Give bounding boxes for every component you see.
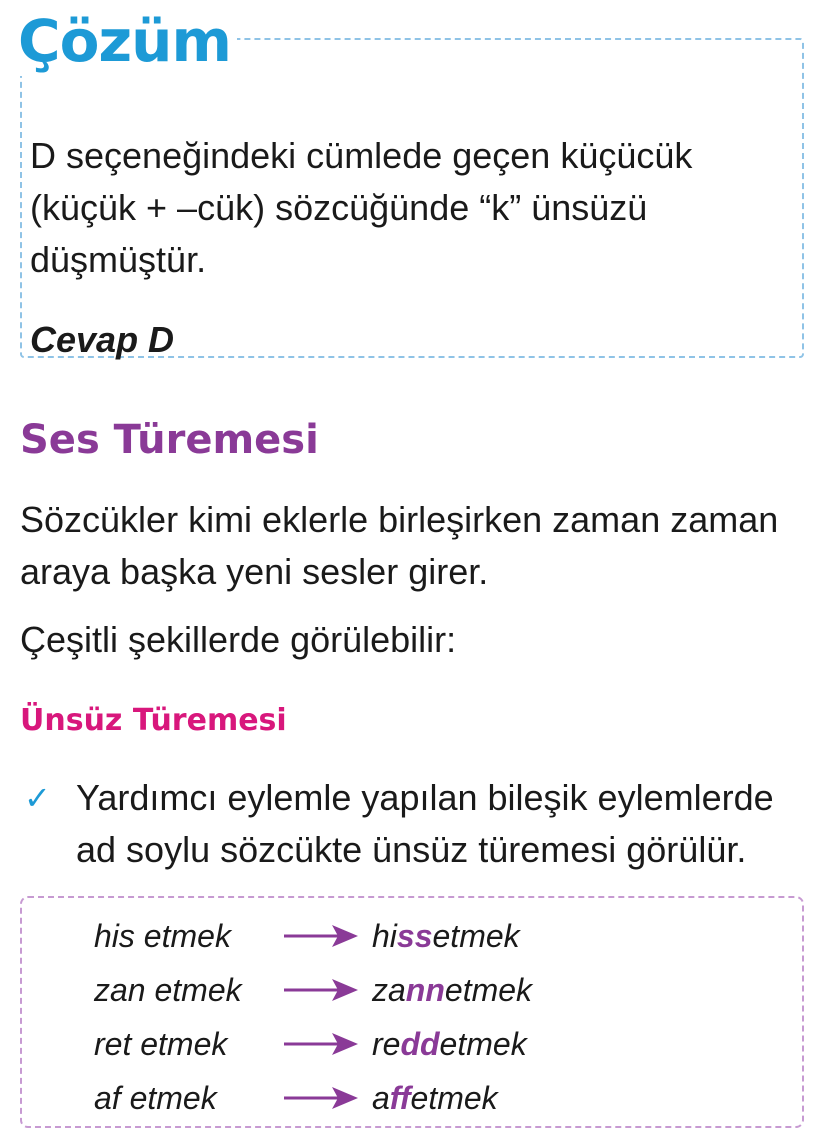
check-icon: ✓ <box>24 780 51 816</box>
example-row <box>94 910 774 962</box>
solution-text: D seçeneğindeki cümlede geçen küçücük (küçük + –cük) sözcüğünde “k” ünsüzü düşmüştür. <box>30 135 693 280</box>
examples-box <box>20 896 804 1128</box>
solution-title: Çözüm <box>18 6 237 76</box>
example-row <box>94 964 774 1016</box>
example-base: ret etmek <box>94 1026 228 1062</box>
section-paragraph: Sözcükler kimi eklerle birleşirken zaman zaman araya başka yeni sesler girer. <box>20 499 779 592</box>
example-result: hissetmek <box>372 918 520 954</box>
arrow-icon <box>282 976 362 1004</box>
example-result: zannetmek <box>372 972 533 1008</box>
section-paragraph-2: Çeşitli şekillerde görülebilir: <box>20 619 457 660</box>
arrow-icon <box>282 922 362 950</box>
example-base: af etmek <box>94 1080 217 1116</box>
arrow-icon <box>282 1030 362 1058</box>
bullet-item <box>20 772 810 876</box>
example-base: his etmek <box>94 918 231 954</box>
section-title: Ses Türemesi <box>20 417 319 463</box>
example-row <box>94 1072 774 1124</box>
example-result: affetmek <box>372 1080 498 1116</box>
arrow-icon <box>282 1084 362 1112</box>
example-base: zan etmek <box>94 972 242 1008</box>
example-row <box>94 1018 774 1070</box>
example-result: reddetmek <box>372 1026 527 1062</box>
answer-text: Cevap D <box>30 319 175 360</box>
subsection-title: Ünsüz Türemesi <box>20 703 287 738</box>
bullet-text: Yardımcı eylemle yapılan bileşik eylemlerde ad soylu sözcükte ünsüz türemesi görülür. <box>76 777 774 870</box>
